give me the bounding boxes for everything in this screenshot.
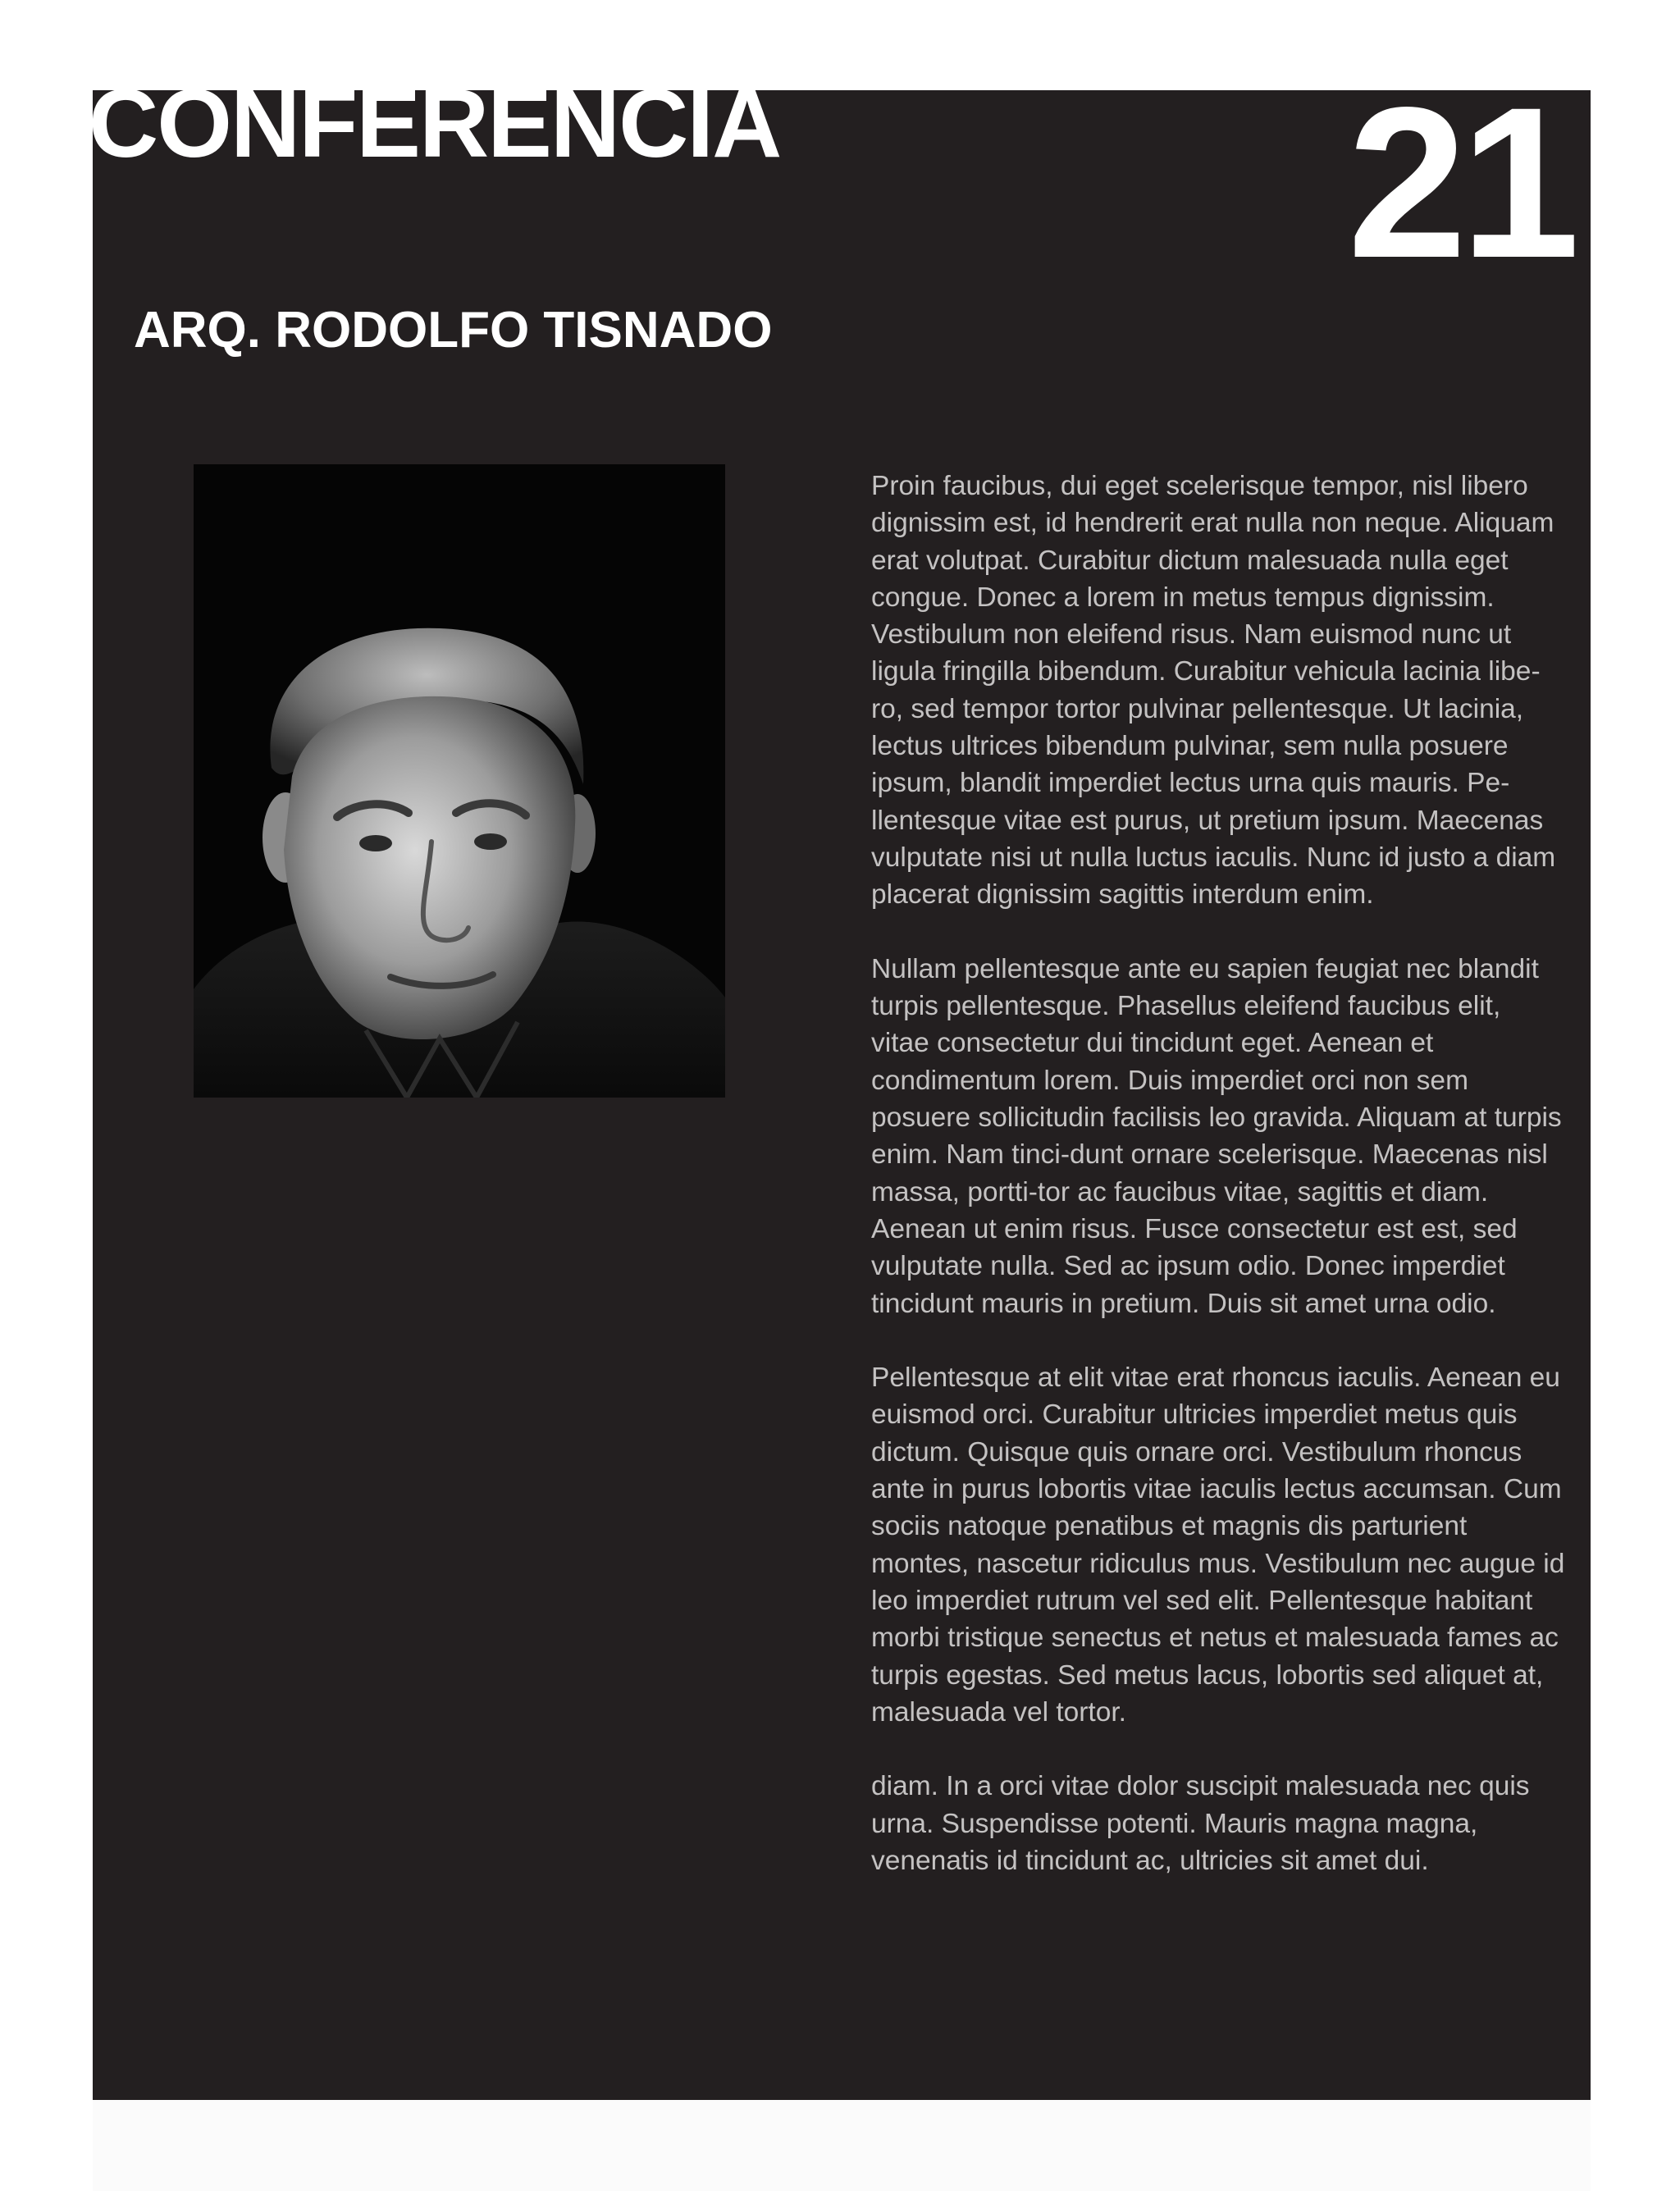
paragraph: diam. In a orci vitae dolor suscipit malesuada nec quis urna. Suspendisse potenti. Mauris magna magna, venenatis id tincidunt ac, ultricies sit amet dui.	[871, 1771, 1530, 1876]
speaker-portrait	[194, 464, 725, 1098]
page-footer-strip	[93, 2100, 1591, 2191]
conference-title: CONFERENCIA	[89, 70, 781, 178]
portrait-illustration	[194, 464, 725, 1098]
paragraph: Pellentesque at elit vitae erat rhoncus iaculis. Aenean eu euismod orci. Curabitur ultricies imperdiet metus quis dictum. Quisque quis ornare orci. Vestibulum rhoncus ante in purus lobortis vitae iaculis lectus accumsan. Cum sociis natoque penatibus et magnis dis parturient montes, nascetur ridiculus mus. Vestibulum nec augue id leo imperdiet rutrum vel sed elit. Pellentesque habitant morbi tristique senectus et netus et malesuada fames ac turpis egestas. Sed metus lacus, lobortis sed aliquet at, malesuada vel tortor.	[871, 1363, 1565, 1728]
paragraph: Nullam pellentesque ante eu sapien feugiat nec blandit turpis pellentesque. Phasellus eleifend faucibus elit, vitae consectetur dui tincidunt eget. Aenean et condimentum lorem. Duis imperdiet orci non sem posuere sollicitudin facilisis leo gravida. Aliquam at turpis enim. Nam tinci-dunt ornare scelerisque. Maecenas nisl massa, portti-tor ac faucibus vitae, sagittis et diam. Aenean ut enim risus. Fusce consectetur est est, sed vulputate nulla. Sed ac ipsum odio. Donec imperdiet tincidunt mauris in pretium. Duis sit amet urna odio.	[871, 953, 1562, 1319]
article-body	[871, 468, 1565, 1917]
speaker-name: ARQ. RODOLFO TISNADO	[134, 302, 773, 358]
paragraph: Proin faucibus, dui eget scelerisque tempor, nisl libero dignissim est, id hendrerit erat nulla non neque. Aliquam erat volutpat. Curabitur dictum malesuada nulla eget congue. Donec a lorem in metus tempus dignissim. Vestibulum non eleifend risus. Nam euismod nunc ut ligula fringilla bibendum. Curabitur vehicula lacinia libe-ro, sed tempor tortor pulvinar pellentesque. Ut lacinia, lectus ultrices bibendum pulvinar, sem nulla posuere ipsum, blandit imperdiet lectus urna quis mauris. Pe-llentesque vitae est purus, ut pretium ipsum. Maecenas vulputate nisi ut nulla luctus iaculis. Nunc id justo a diam placerat dignissim sagittis interdum enim.	[871, 471, 1556, 911]
conference-number: 21	[1347, 62, 1573, 303]
